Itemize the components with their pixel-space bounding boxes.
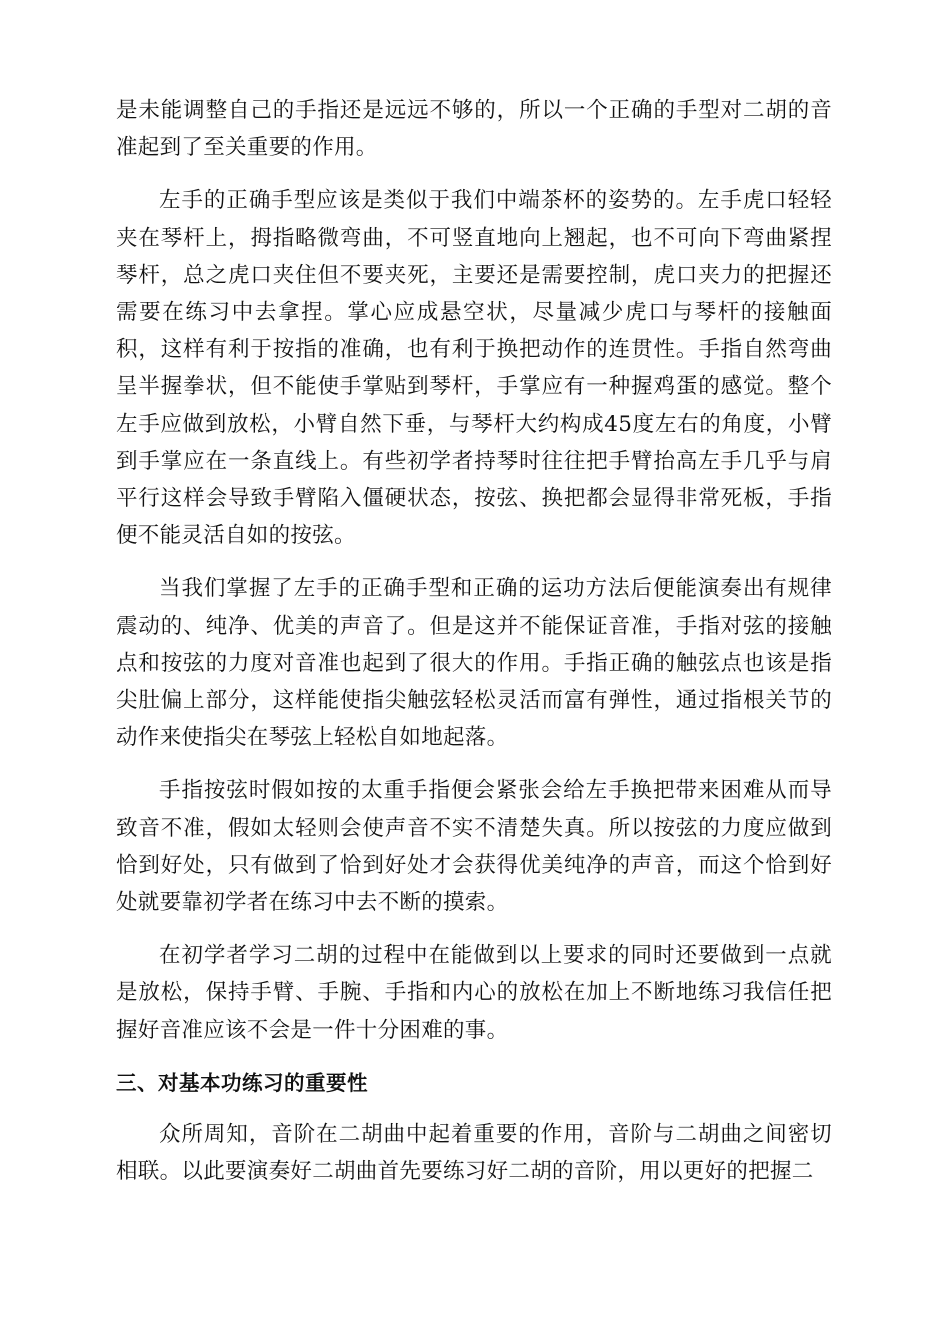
paragraph-continuation: 是未能调整自己的手指还是远远不够的，所以一个正确的手型对二胡的音准起到了至关重要的作用。 bbox=[116, 98, 832, 161]
paragraph-left-hand-shape: 左手的正确手型应该是类似于我们中端茶杯的姿势的。左手虎口轻轻夹在琴杆上，拇指略微弯曲，不可竖直地向上翘起，也不可向下弯曲紧捏琴杆，总之虎口夹住但不要夹死，主要还是需要控制，虎口夹力的把握还需要在练习中去拿捏。掌心应成悬空状，尽量减少虎口与琴杆的接触面积，这样有利于按指的准确，也有利于换把动作的连贯性。手指自然弯曲呈半握拳状，但不能使手掌贴到琴杆，手掌应有一种握鸡蛋的感觉。整个左手应做到放松，小臂自然下垂，与琴杆大约构成45度左右的角度，小臂到手掌应在一条直线上。有些初学者持琴时往往把手臂抬高左手几乎与肩平行这样会导致手臂陷入僵硬状态，按弦、换把都会显得非常死板，手指便不能灵活自如的按弦。 bbox=[116, 188, 832, 549]
document-page bbox=[116, 92, 832, 1206]
paragraph-relaxation: 在初学者学习二胡的过程中在能做到以上要求的同时还要做到一点就是放松，保持手臂、手腕、手指和内心的放松在加上不断地练习我信任把握好音准应该不会是一件十分困难的事。 bbox=[116, 943, 832, 1043]
section-heading: 三、对基本功练习的重要性 bbox=[116, 1070, 368, 1095]
paragraph-touch-point: 当我们掌握了左手的正确手型和正确的运功方法后便能演奏出有规律震动的、纯净、优美的声音了。但是这并不能保证音准，手指对弦的接触点和按弦的力度对音准也起到了很大的作用。手指正确的触弦点也该是指尖肚偏上部分，这样能使指尖触弦轻松灵活而富有弹性，通过指根关节的动作来使指尖在琴弦上轻松自如地起落。 bbox=[116, 576, 832, 751]
paragraph-scales: 众所周知，音阶在二胡曲中起着重要的作用，音阶与二胡曲之间密切相联。以此要演奏好二胡曲首先要练习好二胡的音阶，用以更好的把握二 bbox=[116, 1122, 832, 1185]
paragraph-press-force: 手指按弦时假如按的太重手指便会紧张会给左手换把带来困难从而导致音不准，假如太轻则会使声音不实不清楚失真。所以按弦的力度应做到恰到好处，只有做到了恰到好处才会获得优美纯净的声音，而这个恰到好处就要靠初学者在练习中去不断的摸索。 bbox=[116, 778, 832, 916]
